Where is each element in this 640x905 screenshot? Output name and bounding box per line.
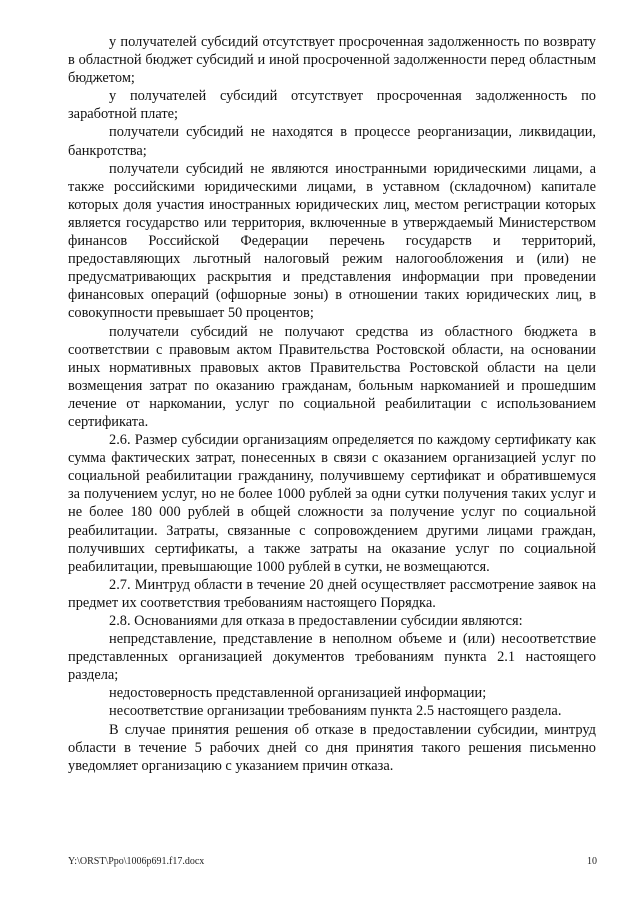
paragraph: 2.7. Минтруд области в течение 20 дней осуществляет рассмотрение заявок на предмет их соответствия требованиям настоящего Порядка. xyxy=(68,576,596,611)
document-body xyxy=(68,33,596,775)
page-number: 10 xyxy=(587,856,597,867)
paragraph: непредставление, представление в неполном объеме и (или) несоответствие представленных организацией документов требованиям пункта 2.1 настоящего раздела; xyxy=(68,631,596,684)
paragraph: получатели субсидий не являются иностранными юридическими лицами, а также российскими юридическими лицами, в уставном (складочном) капитале которых доля участия иностранных юридических лиц, местом регистрации которых является государство или территория, включенные в утверждаемый Министерством финансов Российской Федерации перечень государств и территорий, предоставляющих льготный налоговый режим налогообложения и (или) не предусматривающих раскрытия и представления информации при проведении финансовых операций (офшорные зоны) в отношении таких юридических лиц, в совокупности превышает 50 процентов; xyxy=(68,160,596,322)
paragraph: у получателей субсидий отсутствует просроченная задолженность по заработной плате; xyxy=(68,88,596,123)
paragraph: В случае принятия решения об отказе в предоставлении субсидии, минтруд области в течение 5 рабочих дней со дня принятия такого решения письменно уведомляет организацию с указанием причин отказа. xyxy=(68,721,596,774)
paragraph: недостоверность представленной организацией информации; xyxy=(109,685,487,702)
page-footer xyxy=(68,856,597,868)
paragraph: 2.8. Основаниями для отказа в предоставлении субсидии являются: xyxy=(109,613,523,629)
paragraph: 2.6. Размер субсидии организациям определяется по каждому сертификату как сумма фактических затрат, понесенных в связи с оказанием организацией услуг по социальной реабилитации гражданину, получившему сертификат и обратившемуся за получением услуг, но не более 1000 рублей за одни сутки получения таких услуг и не более 180 000 рублей в общей сложности за получение услуг по социальной реабилитации. Затраты, связанные с сопровождением другими лицами граждан, получивших сертификаты, а также затраты на оказание услуг по социальной реабилитации, превышающие 1000 рублей в сутки, не возмещаются. xyxy=(68,432,596,575)
paragraph: получатели субсидий не находятся в процессе реорганизации, ликвидации, банкротства; xyxy=(68,124,596,159)
paragraph: несоответствие организации требованиям пункта 2.5 настоящего раздела. xyxy=(109,703,562,720)
paragraph: у получателей субсидий отсутствует просроченная задолженность по возврату в областной бюджет субсидий и иной просроченной задолженности перед областным бюджетом; xyxy=(68,34,596,87)
footer-file-path: Y:\ORST\Ppo\1006p691.f17.docx xyxy=(68,856,205,867)
paragraph: получатели субсидий не получают средства из областного бюджета в соответствии с правовым актом Правительства Ростовской области, на основании иных нормативных правовых актов Правительства Ростовской области на цели возмещения затрат по оказанию гражданам, больным наркоманией и прошедшим лечение от наркомании, услуг по социальной реабилитации с использованием сертификата. xyxy=(68,323,596,430)
